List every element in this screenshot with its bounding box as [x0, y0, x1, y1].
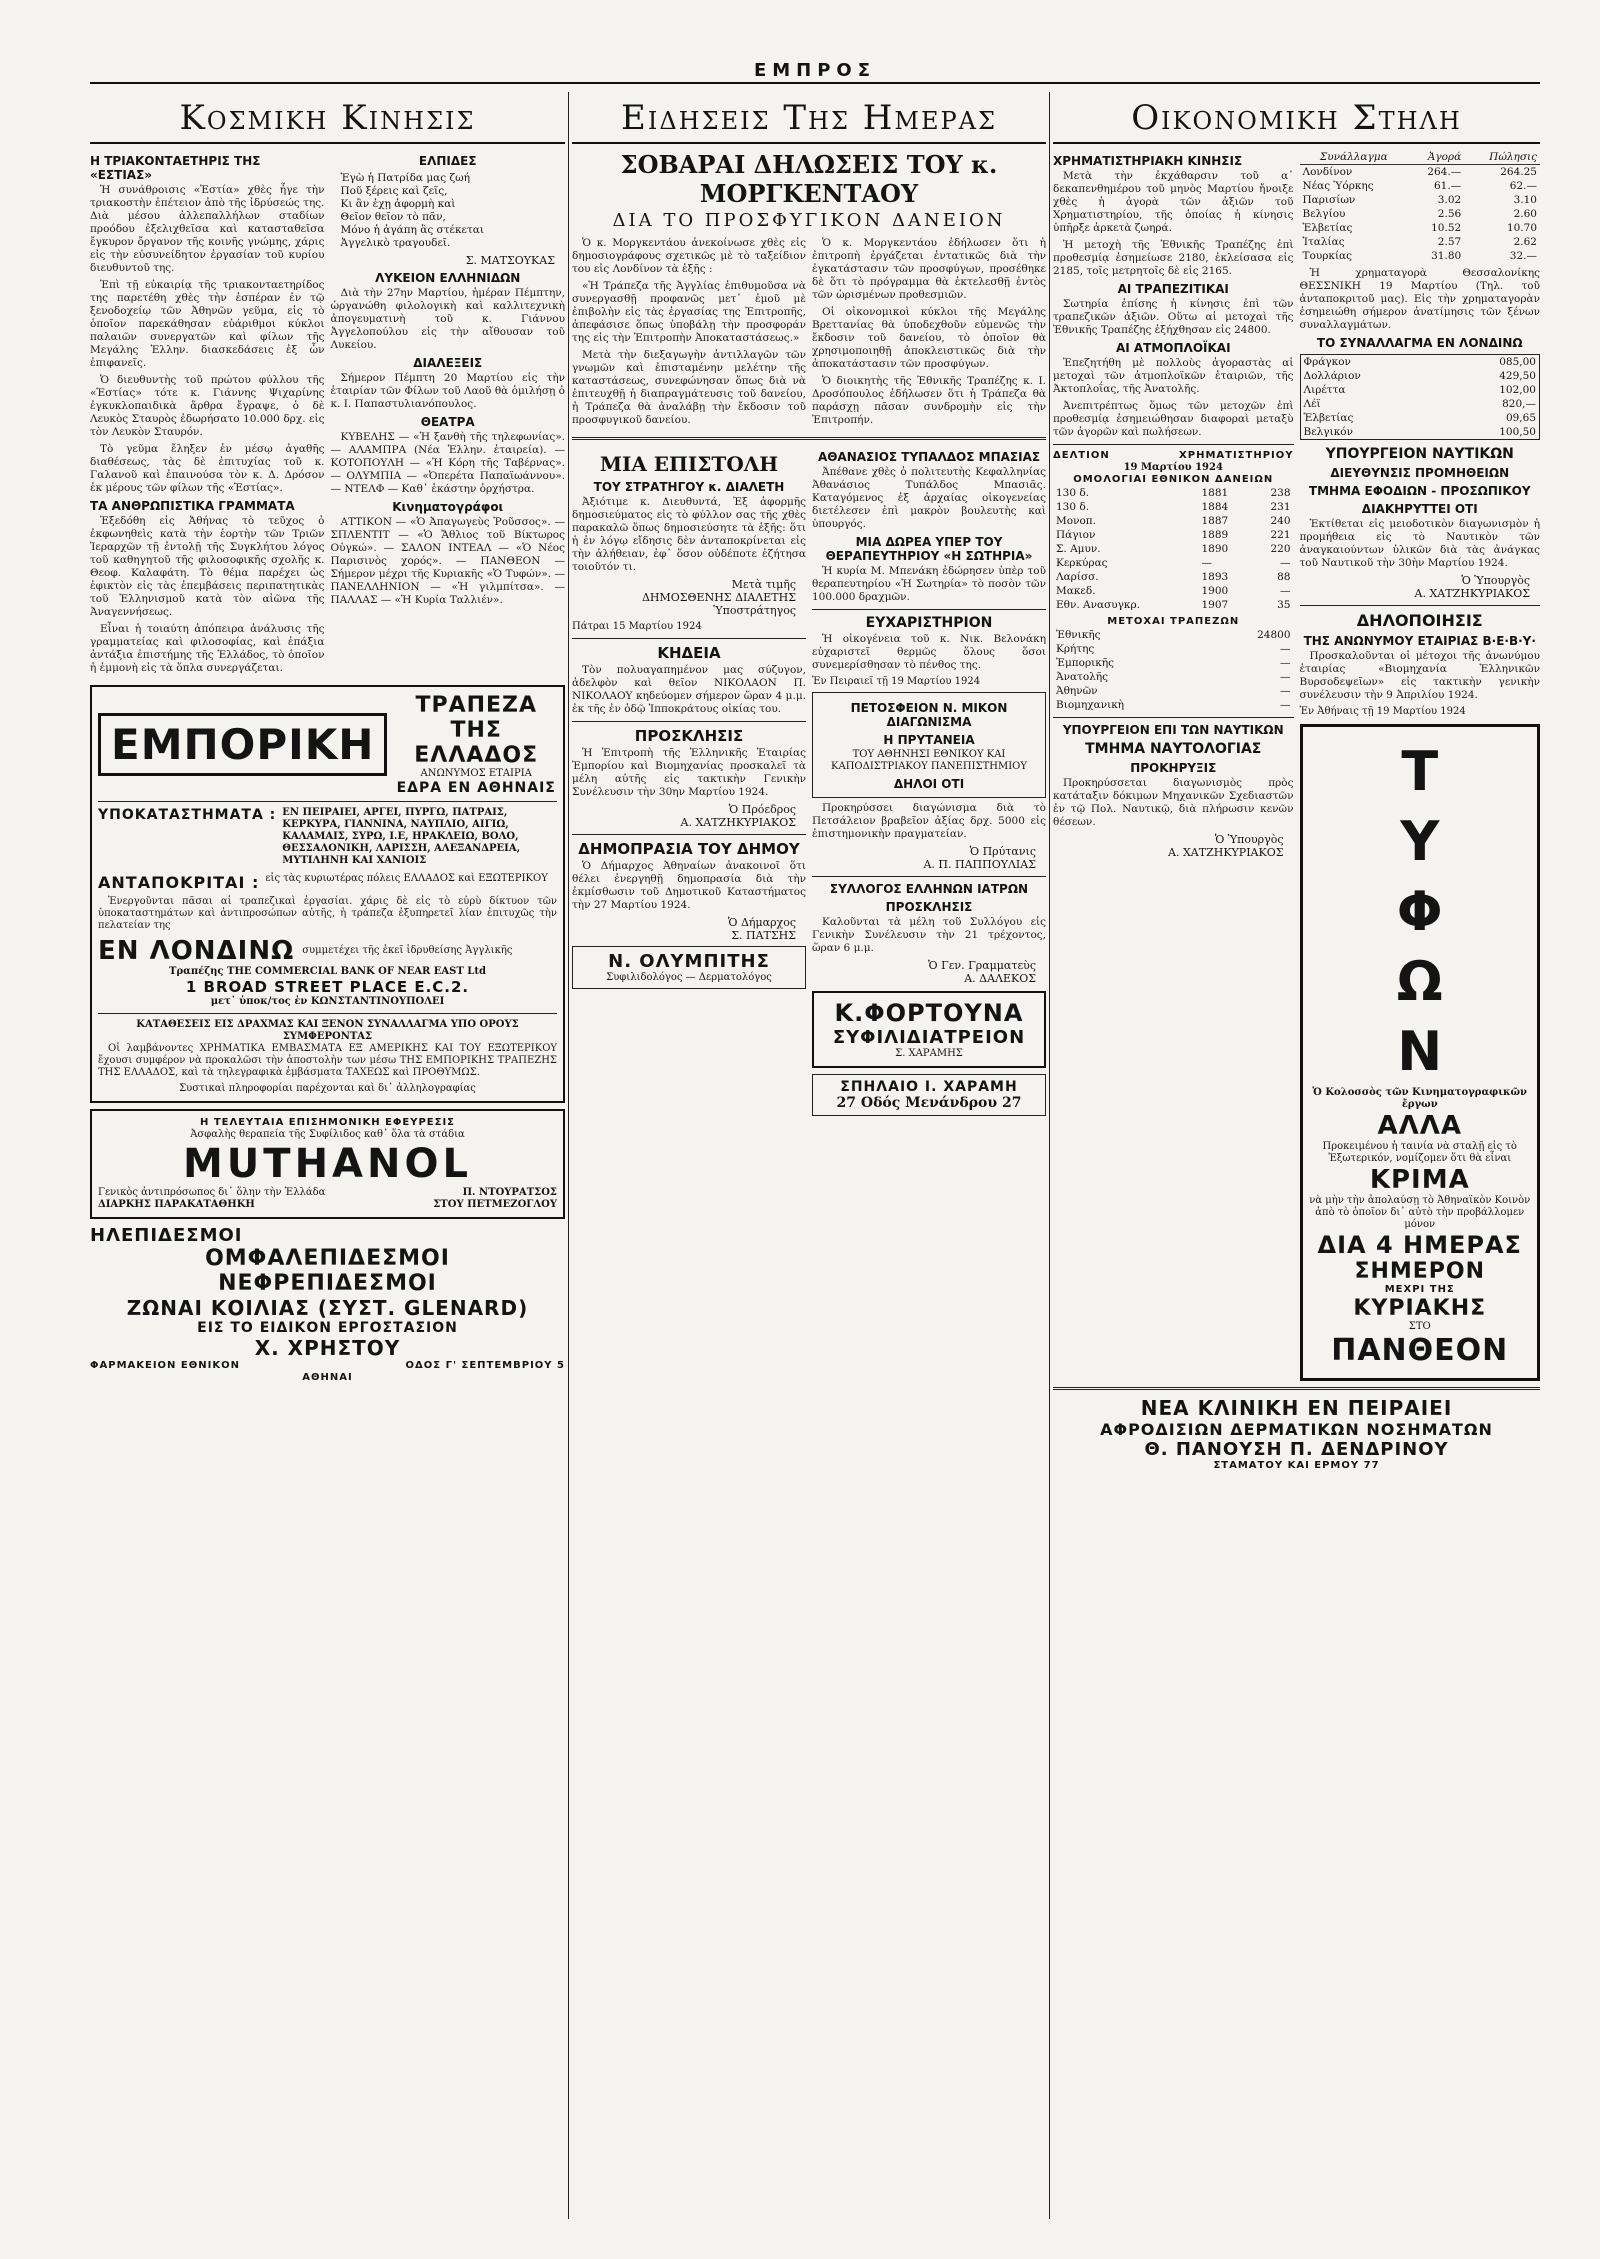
table-row	[1300, 397, 1540, 411]
table-row	[1053, 556, 1294, 570]
ad-line: Σ. ΧΑΡΑΜΗΣ	[895, 1048, 963, 1059]
ad-line: ΚΡΙΜΑ	[1369, 1165, 1470, 1195]
bandage-advertisement	[90, 1225, 565, 1384]
article-paragraph: Ἡ συνάθροισις «Ἑστία» χθὲς ἦγε τὴν τριακοστὴν ἐπέτειον ἀπὸ τῆς ἱδρύσεώς της. Διὰ μέσου ἀλλεπαλλήλων σταδίων προόδου ἐξελιχθεῖσα καὶ κατασταθεῖσα ἔγκυρον ὄργανον τῆς κοινῆς γνώμης, χάρις εἰς τὴν εὐσυνείδητον ἐργασίαν τοῦ κυρίου διευθυντοῦ της.	[90, 184, 325, 274]
table-row	[1300, 235, 1541, 249]
cinema-listing: ΑΤΤΙΚΟΝ — «Ὁ Ἀπαγωγεὺς Ῥοῦσσος». — ΣΠΛΕΝΤΙΤ — «Ὁ Ἄθλιος τοῦ Βίκτωρος Οὑγκώ». — ΣΑΛΟΝ ΙΝΤΕΑΛ — «Ὁ Νέος Παρισινὸς χορός». — ΠΑΝΘΕΟΝ — Σήμερον μέχρι τῆς Κυριακῆς «Ὁ Τυφών». — ΠΑΝΕΛΛΗΝΙΟΝ — «Ἡ γιλμπίτσα». — ΠΑΛΛΑΣ — «Ἡ Κυρία Ταλλιέν».	[330, 516, 565, 606]
ad-line: Χ. ΧΡΗΣΤΟΥ	[254, 1336, 401, 1360]
typhon-film-advertisement	[1300, 724, 1541, 1381]
article-paragraph: Ἡ μετοχὴ τῆς Ἐθνικῆς Τραπέζης ἐπὶ προθεσμίᾳ ἐσημείωσε 2180, ἐκλείσασα εἰς 2185, τοῖς μετρητοῖς δὲ εἰς 2165.	[1053, 239, 1294, 277]
table-cell: 2.62	[1513, 236, 1537, 248]
section-title: Ειδησεις Της Ημερας	[572, 92, 1046, 144]
representative-label: Γενικὸς ἀντιπρόσωπος δι᾽ ὅλην τὴν Ἑλλάδα	[98, 1187, 326, 1198]
ad-line: ΖΩΝΑΙ ΚΟΙΛΙΑΣ (ΣΥΣΤ. GLENARD)	[126, 1296, 529, 1320]
table-row	[1300, 249, 1541, 263]
table-row	[1300, 355, 1540, 370]
bank-seat: ΕΔΡΑ ΕΝ ΑΘΗΝΑΙΣ	[396, 780, 556, 796]
ad-line: ΑΦΡΟΔΙΣΙΩΝ ΔΕΡΜΑΤΙΚΩΝ ΝΟΣΗΜΑΤΩΝ	[1100, 1420, 1493, 1439]
column-economic	[1053, 92, 1540, 2219]
ad-line: ΚΥΡΙΑΚΗΣ	[1353, 1296, 1487, 1321]
ad-line: ΔΙΑ 4 ΗΜΕΡΑΣ	[1317, 1231, 1522, 1259]
obituary-text: Ἀπέθανε χθὲς ὁ πολιτευτὴς Κεφαλληνίας Ἀθανάσιος Τυπάλδος Μπασιᾶς. Καταγόμενος ἐξ ἀρχαίας οἰκογενείας διετέλεσεν ἐπὶ μακρὸν βουλευτὴς καὶ ὑπουργός.	[812, 466, 1046, 530]
table-cell: Ἀνατολῆς	[1056, 671, 1109, 683]
table-cell: 130 δ.	[1056, 487, 1090, 499]
bank-logo: ΕΜΠΟΡΙΚΗ	[98, 713, 387, 776]
ad-line: Κ.ΦΟΡΤΟΥΝΑ	[834, 999, 1024, 1027]
table-cell: —	[1280, 699, 1291, 711]
table-cell: Μακεδ.	[1056, 585, 1096, 597]
table-row	[1053, 528, 1294, 542]
bonds-table	[1053, 486, 1294, 612]
table-cell: Λονδίνον	[1302, 166, 1353, 178]
donation-text: Ἡ κυρία Μ. Μπενάκη ἐδώρησεν ὑπὲρ τοῦ θεραπευτηρίου «Ἡ Σωτηρία» τὸ ποσὸν τῶν 100.000 δραχμῶν.	[812, 565, 1046, 603]
article-heading: ΑΙ ΑΤΜΟΠΛΟΪΚΑΙ	[1115, 341, 1231, 355]
table-cell: Λιρέττα	[1303, 384, 1346, 396]
theatre-listing: ΚΥΒΕΛΗΣ — «Ἡ ξανθὴ τῆς τηλεφωνίας». — ΑΛΑΜΠΡΑ (Νέα Ἑλλην. ἑταιρεία). — ΚΟΤΟΠΟΥΛΗ — «Ἡ Κόρη τῆς Ταβέρνας». — ΟΛΥΜΠΙΑ — «Ὀπερέτα Παπαϊωάννου». — ΝΤΕΛΦ — Καθ᾽ ἑκάστην ὀρχήστρα.	[330, 431, 565, 495]
article-heading: ΤΑ ΑΝΘΡΩΠΙΣΤΙΚΑ ΓΡΑΜΜΑΤΑ	[90, 499, 295, 513]
table-cell: Δολλάριον	[1303, 370, 1361, 382]
article-paragraph: Σήμερον Πέμπτη 20 Μαρτίου εἰς τὴν ἑταιρίαν τῶν Φίλων τοῦ Λαοῦ θὰ ὁμιλήσῃ ὁ κ. Ι. Παπαστυλιανόπουλος.	[330, 372, 565, 410]
table-cell: 240	[1270, 515, 1291, 527]
article-heading: Η ΤΡΙΑΚΟΝΤΑΕΤΗΡΙΣ ΤΗΣ «ΕΣΤΙΑΣ»	[90, 154, 261, 182]
ad-line: ΠΑΝΘΕΟΝ	[1331, 1333, 1509, 1368]
london-address: 1 BROAD STREET PLACE E.C.2.	[185, 978, 470, 996]
section-title: Οικονομικη Στηλη	[1053, 92, 1540, 144]
article-paragraph: Μετὰ τὴν ἐκχάθαρσιν τοῦ α᾽ δεκαπενθημέρου τοῦ μηνὸς Μαρτίου ἤνοιξε χθὲς ἡ ἀγορὰ τῶν ἀξιῶν τοῦ Χρηματιστηρίου, τῆς ὁποίας ἡ κίνησις ὑπῆρξε ἀρκετὰ ζωηρά.	[1053, 170, 1294, 234]
article-heading: ΑΙ ΤΡΑΠΕΖΙΤΙΚΑΙ	[1117, 282, 1229, 296]
table-cell: —	[1280, 657, 1291, 669]
table-row	[1053, 570, 1294, 584]
letter-title: ΜΙΑ ΕΠΙΣΤΟΛΗ	[599, 452, 779, 476]
auction-signature: Ὁ Δήμαρχος Σ. ΠΑΤΣΗΣ	[728, 916, 796, 942]
company-notice-subtitle: ΤΗΣ ΑΝΩΝΥΜΟΥ ΕΤΑΙΡΙΑΣ Β·Ε·Β·Υ·	[1303, 634, 1536, 648]
letter-body: Ἀξιότιμε κ. Διευθυντά, Ἐξ ἀφορμῆς δημοσιεύματος εἰς τὸ φύλλον σας τῆς χθὲς παρακαλῶ ὅπως δημοσιεύσητε τὰ ἑξῆς: ὅτι ἡ ἐν λόγῳ εἴδησις δὲν ἀνταποκρίνεται εἰς τὴν ἀλήθειαν, ἐφ᾽ ὅσον οὐδέποτε ἐζήτησα τοιοῦτόν τι.	[572, 496, 806, 573]
ad-topline: Η ΤΕΛΕΥΤΑΙΑ ΕΠΙΣΗΜΟΝΙΚΗ ΕΦΕΥΡΕΣΙΣ	[199, 1117, 456, 1128]
banks-table	[1053, 628, 1294, 712]
table-cell: 1887	[1201, 515, 1229, 527]
bonds-heading: ΟΜΟΛΟΓΙΑΙ ΕΘΝΙΚΟΝ ΔΑΝΕΙΩΝ	[1073, 474, 1274, 485]
ministry-text: Ἐκτίθεται εἰς μειοδοτικὸν διαγωνισμὸν ἡ προμήθεια εἰς τὸ Ναυτικὸν τῶν ἀναγκαιούντων ὑλικῶν διὰ τὰς ἀνάγκας τοῦ Ναυτικοῦ τὴν 30ὴν Μαρτίου 1924.	[1299, 518, 1540, 569]
ad-line: ΟΔΟΣ Γ' ΣΕΠΤΕΜΒΡΙΟΥ 5	[405, 1360, 565, 1371]
ad-line: ΗΛΕΠΙΔΕΣΜΟΙ	[90, 1225, 243, 1246]
table-cell: 1900	[1201, 585, 1229, 597]
article-heading: ΛΥΚΕΙΟΝ ΕΛΛΗΝΙΔΩΝ	[375, 271, 521, 285]
invitation-signature: Ὁ Πρόεδρος Α. ΧΑΤΖΗΚΥΡΙΑΚΟΣ	[680, 803, 796, 829]
ministry-subtitle: ΔΙΕΥΘΥΝΣΙΣ ΠΡΟΜΗΘΕΙΩΝ	[1330, 466, 1510, 480]
stock-label: ΔΙΑΡΚΗΣ ΠΑΡΑΚΑΤΑΘΗΚΗ	[98, 1199, 255, 1210]
table-cell: 130 δ.	[1056, 501, 1090, 513]
info-note: Συστικαὶ πληροφορίαι παρέχονται καὶ δι᾽ ἀλληλογραφίας	[179, 1083, 476, 1094]
ministry-signature: Ὁ Ὑπουργὸς Α. ΧΑΤΖΗΚΥΡΙΑΚΟΣ	[1414, 574, 1530, 600]
article-paragraph: Εἶναι ἡ τοιαύτη ἀπόπειρα ἀνάλυσις τῆς γραμματείας καὶ φιλοσοφίας, καὶ ἐπάξια ἀντάξια ἐπιστήμης τῆς Ἑλλάδος, τὸ ὁποῖον ἡ ἐμμονὴ εἰς τὰ ὅπλα συνεργάζεται.	[90, 623, 325, 674]
company-notice-date: Ἐν Ἀθήναις τῇ 19 Μαρτίου 1924	[1299, 706, 1466, 717]
table-cell: Βιομηχανικὴ	[1056, 699, 1125, 711]
thanks-text: Ἡ οἰκογένεια τοῦ κ. Νικ. Βελονάκη εὐχαριστεῖ θερμῶς ὅλους ὅσοι συνεμερίσθησαν τὸ πένθος της.	[812, 633, 1046, 671]
exchange-table	[1300, 150, 1541, 263]
article-paragraph: Ἐπὶ τῇ εὐκαιρίᾳ τῆς τριακονταετηρίδος της παρετέθη χθὲς τὴν ἑσπέραν ἐν τῷ ξενοδοχείῳ τῶν Ἀθηνῶν γεῦμα, εἰς τὸ ὁποῖον παρεκάθησαν εὐάριθμοι κύκλοι παλαιῶν συνεργατῶν καὶ φίλων τῆς Μεγάλης Ἑλλην. διασκεδάσεις ἐξ ὧν ἐπιφανεῖς.	[90, 279, 325, 369]
table-cell: 3.02	[1437, 194, 1462, 206]
headline: ΣΟΒΑΡΑΙ ΔΗΛΩΣΕΙΣ ΤΟΥ κ. ΜΟΡΓΚΕΝΤΑΟΥ	[620, 150, 998, 208]
table-cell: 1893	[1201, 571, 1229, 583]
section-title: Κοσμικη Κινησις	[90, 92, 565, 144]
table-row	[1053, 500, 1294, 514]
column-social	[90, 92, 565, 2219]
navy-signature: Ὁ Ὑπουργὸς Α. ΧΑΤΖΗΚΥΡΙΑΚΟΣ	[1168, 833, 1284, 859]
fortuna-advertisement	[812, 991, 1046, 1068]
table-cell: Παρισίων	[1302, 194, 1356, 206]
table-cell: —	[1280, 585, 1291, 597]
table-row	[1053, 670, 1294, 684]
ad-line: ΝΕΑ ΚΛΙΝΙΚΗ ΕΝ ΠΕΙΡΑΙΕΙ	[1140, 1396, 1453, 1420]
table-cell: 10.70	[1506, 222, 1537, 234]
table-cell: Κρήτης	[1056, 643, 1095, 655]
stock-location: ΣΤΟΥ ΠΕΤΜΕΖΟΓΛΟΥ	[433, 1199, 557, 1210]
company-notice-text: Προσκαλοῦνται οἱ μέτοχοι τῆς ἀνωνύμου ἑταιρίας «Βιομηχανία Ἑλληνικῶν Βυρσοδεψεῖων» εἰς τακτικὴν γενικὴν συνέλευσιν τὴν 9 Ἀπριλίου 1924.	[1299, 650, 1540, 701]
table-row	[1053, 628, 1294, 642]
thanks-title: ΕΥΧΑΡΙΣΤΗΡΙΟΝ	[865, 615, 993, 631]
thanks-date: Ἐν Πειραιεῖ τῇ 19 Μαρτίου 1924	[812, 676, 981, 687]
table-cell: Ἰταλίας	[1302, 236, 1345, 248]
letter-date: Πάτραι 15 Μαρτίου 1924	[572, 621, 702, 632]
table-row	[1300, 221, 1541, 235]
ad-line: ΣΤΟ	[1408, 1321, 1431, 1332]
article-paragraph: Ἐξεδόθη εἰς Ἀθήνας τὸ τεῦχος ὁ ἐκφωνηθεὶς κατὰ τὴν ἑορτὴν τῶν Τριῶν Ἱεραρχῶν τῇ ἐντολῇ τῆς Συγκλήτου λόγος τοῦ καθηγητοῦ τῆς φιλοσοφικῆς σχολῆς κ. Θεοφ. Καλαφάτη. Τὸ θέμα παρέχει ὡς ἐφικτὸν εἰς τὰς ἐπεμβάσεις περιπατητικὰς τοῦ Ἑλληνισμοῦ κατὰ τὸν αἰῶνα τῆς Ἀναγεννήσεως.	[90, 515, 325, 618]
muthanol-advertisement	[90, 1109, 565, 1219]
ad-line: ΣΥΦΙΛΙΔΙΑΤΡΕΙΟΝ	[832, 1027, 1026, 1048]
table-row	[1053, 642, 1294, 656]
column-news	[572, 92, 1046, 2219]
table-row	[1300, 383, 1540, 397]
ad-line: Ν. ΟΛΥΜΠΙΤΗΣ	[608, 951, 770, 972]
table-cell: 24800	[1257, 629, 1291, 641]
table-cell: 264.25	[1500, 166, 1537, 178]
article-paragraph: Ἡ χρηματαγορὰ Θεσσαλονίκης ΘΕΣΣΝΙΚΗ 19 Μαρτίου (Τηλ. τοῦ ἀνταποκριτοῦ μας). Εἰς τὴν χρηματαγορὰν ἐσημειώθη σήμερον ἀνατίμησις τῶν ξένων συναλλαγμάτων.	[1299, 267, 1540, 331]
table-cell: Λαρίσσ.	[1056, 571, 1099, 583]
article-paragraph: Ὁ κ. Μοργκεντάου ἀνεκοίνωσε χθὲς εἰς δημοσιογράφους σχετικῶς μὲ τὸ ταξείδιον του εἰς Λονδίνον τὰ ἑξῆς :	[572, 237, 806, 275]
table-cell: 220	[1270, 543, 1291, 555]
table-cell: 2.56	[1437, 208, 1462, 220]
ad-line: νὰ μὴν τὴν ἀπολαύσῃ τὸ Ἀθηναϊκὸν Κοινὸν ἀπὸ τὸ ὁποῖον δι᾽ αὐτὸ τὴν προβάλλομεν μόνον	[1309, 1195, 1531, 1230]
ad-line: Συφιλιδολόγος — Δερματολόγος	[606, 972, 772, 983]
poem-author: Σ. ΜΑΤΣΟΥΚΑΣ	[465, 254, 555, 267]
ad-line: 27 Οδός Μενάνδρου 27	[836, 1095, 1022, 1111]
table-cell: 264.—	[1427, 166, 1462, 178]
table-row	[1053, 598, 1294, 612]
article-paragraph: Σωτηρία ἐπίσης ἡ κίνησις ἐπὶ τῶν τραπεζικῶν ἀξιῶν. Οὕτω αἱ μετοχαὶ τῆς Ἐθνικῆς Τραπέζης ἐξήχθησαν εἰς 24800.	[1053, 298, 1294, 336]
table-row	[1300, 369, 1540, 383]
table-cell: Ἑλβετίας	[1303, 412, 1354, 424]
invitation-text: Ἡ Ἐπιτροπὴ τῆς Ἑλληνικῆς Ἐταιρίας Ἐμπορίου καὶ Βιομηχανίας προσκαλεῖ τὰ μέλη αὐτῆς εἰς τακτικὴν Γενικὴν Συνέλευσιν τὴν 30ην Μαρτίου 1924.	[572, 747, 806, 798]
table-header: Ἀγορά	[1408, 150, 1464, 165]
table-cell: 61.—	[1433, 180, 1462, 192]
table-row	[1053, 584, 1294, 598]
table-row	[1053, 542, 1294, 556]
article-heading: ΧΡΗΜΑΤΙΣΤΗΡΙΑΚΗ ΚΙΝΗΣΙΣ	[1053, 154, 1243, 168]
contest-subtitle: Η ΠΡΥΤΑΝΕΙΑ	[883, 733, 975, 747]
ad-line: ΝΕΦΡΕΠΙΔΕΣΜΟΙ	[218, 1271, 437, 1296]
ad-line: ΜΕΧΡΙ ΤΗΣ	[1384, 1284, 1455, 1295]
article-paragraph: Ἀνεπιτρέπτως ὅμως τῶν μετοχῶν ἐπὶ προθεσμίᾳ ἐσημειώθησαν διαφοραὶ μεταξὺ τῶν ἀγορῶν καὶ πωλήσεων.	[1053, 400, 1294, 438]
table-row	[1300, 193, 1541, 207]
table-cell: Τουρκίας	[1302, 250, 1353, 262]
article-paragraph: Οἱ οἰκονομικοὶ κύκλοι τῆς Μεγάλης Βρεττανίας θὰ ὑποδεχθοῦν εὐμενῶς τὴν ἔκδοσιν τοῦ δανείου, τὸ ὁποῖον θὰ χρησιμοποιηθῇ ἀποκλειστικῶς διὰ τὴν ἀποκατάστασιν τῶν προσφύγων.	[812, 306, 1046, 370]
table-cell: Λέϊ	[1303, 398, 1321, 410]
table-cell: 62.—	[1509, 180, 1537, 192]
auction-text: Ὁ Δήμαρχος Ἀθηναίων ἀνακοινοῖ ὅτι θέλει ἐνεργηθῇ δημοπρασία διὰ τὴν ἐκμίσθωσιν τοῦ Δημοτικοῦ Καταστήματος τὴν 27 Μαρτίου 1924.	[572, 860, 806, 911]
ad-line: Ὁ Κολοσσὸς τῶν Κινηματογραφικῶν ἔργων	[1312, 1087, 1527, 1110]
ad-line: ΣΗΜΕΡΟΝ	[1354, 1259, 1486, 1284]
table-cell: 221	[1270, 529, 1291, 541]
table-cell: Ἑλβετίας	[1302, 222, 1353, 234]
contest-subtitle: ΤΟΥ ΑΘΗΝΗΣΙ ΕΘΝΙΚΟΥ ΚΑΙ ΚΑΠΟΔΙΣΤΡΙΑΚΟΥ ΠΑΝΕΠΙΣΤΗΜΙΟΥ	[831, 749, 1027, 772]
table-cell: —	[1280, 685, 1291, 697]
article-paragraph: Ἐπεζητήθη μὲ πολλοὺς ἀγοραστὰς αἱ μετοχαὶ τῶν ἀτμοπλοϊκῶν ἑταιριῶν, τῆς Ἀκτοπλοΐας, τῆς Ἀνατολῆς.	[1053, 357, 1294, 395]
ministry-title: ΥΠΟΥΡΓΕΙΟΝ ΝΑΥΤΙΚΩΝ	[1325, 446, 1514, 462]
contest-label: ΔΗΛΟΙ ΟΤΙ	[893, 777, 965, 791]
table-cell: Εθν. Ανασυγκρ.	[1056, 599, 1140, 611]
ad-line: ΦΑΡΜΑΚΕΙΟΝ ΕΘΝΙΚΟΝ	[90, 1360, 240, 1371]
branches-list: ΕΝ ΠΕΙΡΑΙΕΙ, ΑΡΓΕΙ, ΠΥΡΓΩ, ΠΑΤΡΑΙΣ, ΚΕΡΚΥΡΑ, ΓΙΑΝΝΙΝΑ, ΝΑΥΠΛΙΟ, ΑΙΓΙΩ, ΚΑΛΑΜΑΙΣ, ΣΥΡΩ, Ι.Ε, ΗΡΑΚΛΕΙΩ, ΒΟΛΟ, ΘΕΣΣΑΛΟΝΙΚΗ, ΛΑΡΙΣΣΗ, ΑΛΕΞΑΝΔΡΕΙΑ, ΜΥΤΙΛΗΝΗ ΚΑΙ ΧΑΝΙΟΙΣ	[282, 807, 521, 866]
article-paragraph: Μετὰ τὴν διεξαγωγὴν ἀντιλλαγῶν τῶν γνωμῶν καὶ ἐπισταμένην μελέτην τῆς καταστάσεως, συνεφώνησαν ὅπως διὰ νὰ ἐπιτευχθῇ ἡ διαπραγμάτευσις τοῦ δανείου, ἡ Τράπεζα θὰ ἀναλάβῃ τὴν ἔκδοσιν τοῦ προσφυγικοῦ δανείου.	[572, 349, 806, 426]
ministry-label: ΔΙΑΚΗΡΥΤΤΕΙ ΟΤΙ	[1361, 502, 1478, 516]
product-name: MUTHANOL	[183, 1141, 472, 1187]
table-cell: Βελγικόν	[1303, 426, 1353, 438]
column-divider	[568, 92, 569, 2219]
doctors-text: Καλοῦνται τὰ μέλη τοῦ Συλλόγου εἰς Γενικὴν Συνέλευσιν τὴν 21 τρέχοντος, ὥραν 6 μ.μ.	[812, 916, 1046, 954]
typhon-letter: Ν	[1397, 1020, 1443, 1083]
table-cell: —	[1280, 557, 1291, 569]
article-paragraph: Διὰ τὴν 27ην Μαρτίου, ἡμέραν Πέμπτην, ὠργανώθη φιλολογικὴ καὶ καλλιτεχνικὴ ἀπογευματινὴ τοῦ κ. Γιάννου Ἀγγελοπούλου εἰς τὴν αἴθουσαν τοῦ Λυκείου.	[330, 287, 565, 351]
article-heading: Κινηματογράφοι	[392, 500, 504, 514]
clinic-advertisement	[1053, 1396, 1540, 1472]
table-cell: —	[1280, 643, 1291, 655]
doctors-title: ΣΥΛΛΟΓΟΣ ΕΛΛΗΝΩΝ ΙΑΤΡΩΝ	[829, 882, 1029, 896]
poem: Ἐγὼ ἡ Πατρίδα μας ζωή Ποῦ ξέρεις καὶ ζεῖς, Κι ἂν ἐχῃ ἀφορμὴ καὶ Θεῖον θεῖον τὸ πᾶν, Μόνο ἡ ἀγάπη ἂς στέκεται Ἀγγελικὸ τραγουδεῖ.	[340, 172, 484, 249]
table-cell: 1884	[1201, 501, 1229, 513]
poem-title: ΕΛΠΙΔΕΣ	[418, 154, 477, 168]
ad-line: ΣΤΑΜΑΤΟΥ ΚΑΙ ΕΡΜΟΥ 77	[1213, 1460, 1380, 1471]
subheadline: ΔΙΑ ΤΟ ΠΡΟΣΦΥΓΙΚΟΝ ΔΑΝΕΙΟΝ	[612, 210, 1006, 231]
table-row	[1300, 411, 1540, 425]
table-cell: Μονοπ.	[1056, 515, 1097, 527]
table-cell: 1889	[1201, 529, 1229, 541]
bulletin-date: 19 Μαρτίου 1924	[1123, 462, 1223, 473]
table-row	[1300, 165, 1541, 180]
typhon-letter: Φ	[1396, 880, 1443, 943]
article-paragraph: Τὸ γεῦμα ἔληξεν ἐν μέσῳ ἀγαθῆς διαθέσεως, τὰς δὲ ἐπιτυχίας τοῦ κ. Γαλανοῦ καὶ ἐπαινούσα τὸν κ. Δ. Δρόσον ἐκ μέρους τῶν φίλων τῆς «Ἑστίας».	[90, 443, 325, 494]
table-cell: Σ. Αμυν.	[1056, 543, 1101, 555]
column-divider	[1049, 92, 1050, 2219]
representative-name: Π. ΝΤΟΥΡΑΤΣΟΣ	[462, 1187, 557, 1198]
table-cell: 2.57	[1437, 236, 1462, 248]
table-cell: Κερκύρας	[1056, 557, 1108, 569]
deposits-note: ΚΑΤΑΘΕΣΕΙΣ ΕΙΣ ΔΡΑΧΜΑΣ ΚΑΙ ΞΕΝΟΝ ΣΥΝΑΛΛΑΓΜΑ ΥΠΟ ΟΡΟΥΣ ΣΥΜΦΕΡΟΝΤΑΣ	[136, 1019, 519, 1042]
typhon-letter: Ω	[1396, 950, 1443, 1013]
article-heading: ΘΕΑΤΡΑ	[420, 415, 475, 429]
article-paragraph: Ὁ διοικητὴς τῆς Ἐθνικῆς Τραπέζης κ. Ι. Δροσόπουλος ἐδήλωσεν ὅτι ἡ Τράπεζα θὰ παράσχῃ πᾶσαν συνδρομὴν εἰς τὴν Ἐπιτροπήν.	[812, 375, 1046, 426]
table-cell: 31.80	[1431, 250, 1462, 262]
ministry-subtitle: ΤΜΗΜΑ ΕΦΟΔΙΩΝ - ΠΡΟΣΩΠΙΚΟΥ	[1308, 484, 1531, 498]
table-cell: Ἐμπορικῆς	[1056, 657, 1115, 669]
table-cell: 32.—	[1509, 250, 1537, 262]
article-paragraph: «Ἡ Τράπεζα τῆς Ἀγγλίας ἐπιθυμοῦσα νὰ συνεργασθῇ προφανῶς μετ᾽ ἐμοῦ μὲ ἐπιβολὴν εἰς τὰς ἐργασίας της Ἐπιτροπῆς, ἀπεφάσισε ὅπως ὑποβάλῃ τὴν προσφοράν της εἰς τὴν Ἐπιτροπὴν Ἀποκαταστάσεως.»	[572, 280, 806, 344]
invitation-title: ΠΡΟΣΚΛΗΣΙΣ	[634, 727, 744, 745]
ad-line: ΑΘΗΝΑΙ	[302, 1372, 353, 1383]
constantinople-branch: μετ᾽ ὑποκ/τος ἐν ΚΩΝΣΤΑΝΤΙΝΟΥΠΟΛΕΙ	[210, 996, 445, 1007]
ad-line: ΟΜΦΑΛΕΠΙΔΕΣΜΟΙ	[205, 1246, 450, 1271]
table-cell: Νέας Ὑόρκης	[1302, 180, 1374, 192]
navy-subheading: ΤΜΗΜΑ ΝΑΥΤΟΛΟΓΙΑΣ	[1085, 741, 1262, 757]
navy-proclamation: ΠΡΟΚΗΡΥΞΙΣ	[1130, 761, 1217, 775]
table-header: Πώλησις	[1464, 150, 1540, 165]
ad-line: ΕΙΣ ΤΟ ΕΙΔΙΚΟΝ ΕΡΓΟΣΤΑΣΙΟΝ	[197, 1320, 458, 1336]
london-heading: ΕΝ ΛΟΝΔΙΝΩ	[98, 936, 295, 966]
table-cell: 429,50	[1499, 370, 1536, 382]
company-notice-title: ΔΗΛΟΠΟΙΗΣΙΣ	[1356, 611, 1483, 630]
bank-advertisement	[90, 685, 565, 1103]
table-row	[1300, 425, 1540, 440]
table-cell: 238	[1270, 487, 1291, 499]
table-cell: 231	[1270, 501, 1291, 513]
obituary-title: ΑΘΑΝΑΣΙΟΣ ΤΥΠΑΛΔΟΣ ΜΠΑΣΙΑΣ	[817, 450, 1041, 464]
ad-line: ΣΠΗΛΑΙΟ Ι. ΧΑΡΑΜΗ	[840, 1079, 1018, 1095]
correspondents-text: εἰς τὰς κυριωτέρας πόλεις ΕΛΛΑΔΟΣ καὶ ΕΞΩΤΕΡΙΚΟΥ	[265, 873, 548, 884]
table-cell: 2.60	[1513, 208, 1537, 220]
table-cell: Ἀθηνῶν	[1056, 685, 1098, 697]
typhon-letter: Υ	[1400, 810, 1440, 873]
table-cell: —	[1201, 557, 1212, 569]
table-row	[1300, 179, 1541, 193]
doctors-signature: Ὁ Γεν. Γραμματεὺς Α. ΔΑΛΕΚΟΣ	[928, 959, 1036, 985]
table-cell: —	[1280, 671, 1291, 683]
article-paragraph: Ὁ κ. Μοργκεντάου ἐδήλωσεν ὅτι ἡ ἐπιτροπὴ ἐργάζεται ἐντατικῶς διὰ τὴν ἐγκατάστασιν τῶν προσφύγων, προσέθηκε δὲ ὅτι τὸ πρόγραμμα θὰ ἐκτελεσθῇ ἐντὸς τῶν ὡρισμένων προθεσμιῶν.	[812, 237, 1046, 301]
table-cell: 1881	[1201, 487, 1229, 499]
contest-notice	[812, 692, 1046, 798]
table-row	[1053, 514, 1294, 528]
funeral-title: ΚΗΔΕΙΑ	[657, 644, 721, 662]
table-cell: 09,65	[1505, 412, 1536, 424]
bank-name: ΤΡΑΠΕΖΑ ΤΗΣ ΕΛΛΑΔΟΣ	[414, 693, 539, 768]
article-heading: ΔΙΑΛΕΞΕΙΣ	[413, 356, 483, 370]
table-cell: 88	[1277, 571, 1291, 583]
table-cell: 10.52	[1431, 222, 1462, 234]
navy-text: Προκηρύσσεται διαγωνισμὸς πρὸς κατάταξιν δόκιμων Μηχανικῶν Σχεδιαστῶν ἐν τῷ Πολ. Ναυτικῷ, διὰ πλήρωσιν κενῶν θέσεων.	[1053, 777, 1294, 828]
table-row	[1053, 684, 1294, 698]
london-bank: Τραπέζης THE COMMERCIAL BANK OF NEAR EAST Ltd	[169, 966, 486, 977]
branches-label: ΥΠΟΚΑΤΑΣΤΗΜΑΤΑ :	[98, 807, 277, 823]
typhon-letter: Τ	[1401, 740, 1439, 803]
letter-signature: Μετὰ τιμῆς ΔΗΜΟΣΘΕΝΗΣ ΔΙΑΛΕΤΗΣ Ὑποστράτηγος	[641, 578, 796, 617]
table-cell: Ἐθνικῆς	[1056, 629, 1101, 641]
article-paragraph: Ὁ διευθυντὴς τοῦ πρώτου φύλλου τῆς «Ἑστίας» τότε κ. Γιάννης Ψιχαρίνης ἐγκυκλοπαιδικὰ ἄρθρα ἔγραψε, ὁ δὲ Λευκὸς Σταυρὸς ἐδωρήσατο 10.000 δρχ. εἰς τὸν Λευκὸν Σταυρόν.	[90, 374, 325, 438]
olympitis-advertisement	[572, 946, 806, 989]
auction-title: ΔΗΜΟΠΡΑΣΙΑ ΤΟΥ ΔΗΜΟΥ	[578, 840, 800, 858]
table-cell: 3.10	[1513, 194, 1537, 206]
letter-subtitle: ΤΟΥ ΣΤΡΑΤΗΓΟΥ κ. ΔΙΑΛΕΤΗ	[593, 480, 785, 494]
donation-title: ΜΙΑ ΔΩΡΕΑ ΥΠΕΡ ΤΟΥ ΘΕΡΑΠΕΥΤΗΡΙΟΥ «Η ΣΩΤΗΡΙΑ»	[825, 535, 1033, 563]
table-cell: 35	[1277, 599, 1291, 611]
contest-text: Προκηρύσσει διαγώνισμα διὰ τὸ Πετσάλειον βραβεῖον ἀξίας δρχ. 5000 εἰς ἐπιστημονικὴν πραγματείαν.	[812, 802, 1046, 840]
table-row	[1053, 656, 1294, 670]
table-cell: 820,—	[1502, 398, 1536, 410]
ad-line: ΑΛΛΑ	[1377, 1111, 1462, 1141]
london-note: συμμετέχει τῆς ἐκεῖ ἱδρυθείσης Ἀγγλικῆς	[302, 945, 513, 956]
ad-tagline: Ἀσφαλὴς θεραπεία τῆς Συφίλιδος καθ᾽ ὅλα τὰ στάδια	[190, 1129, 465, 1140]
ad-line: Θ. ΠΑΝΟΥΣΗ Π. ΔΕΝΔΡΙΝΟΥ	[1144, 1439, 1449, 1460]
remittances-text: Οἱ λαμβάνοντες ΧΡΗΜΑΤΙΚΑ ΕΜΒΑΣΜΑΤΑ ΕΞ ΑΜΕΡΙΚΗΣ ΚΑΙ ΤΟΥ ΕΞΩΤΕΡΙΚΟΥ ἔχουσι συμφέρον νὰ προκαλῶσι τὴν ἀποστολὴν των μέσω ΤΗΣ ΕΜΠΟΡΙΚΗΣ ΤΡΑΠΕΖΗΣ ΤΗΣ ΕΛΛΑΔΟΣ, καὶ τὰ τηλεγραφικὰ ἐμβάσματα ΤΑΧΕΩΣ καὶ ΠΡΟΘΥΜΩΣ.	[98, 1043, 557, 1078]
table-row	[1053, 486, 1294, 500]
spilio-advertisement	[812, 1074, 1046, 1116]
table-row	[1053, 698, 1294, 712]
correspondents-label: ΑΝΤΑΠΟΚΡΙΤΑΙ :	[98, 873, 260, 892]
contest-signature: Ὁ Πρύτανις Α. Π. ΠΑΠΠΟΥΛΙΑΣ	[923, 845, 1036, 871]
table-cell: Βελγίου	[1302, 208, 1346, 220]
table-cell: Φράγκον	[1303, 356, 1351, 368]
london-exchange-heading: ΤΟ ΣΥΝΑΛΛΑΓΜΑ ΕΝ ΛΟΝΔΙΝΩ	[1316, 336, 1523, 350]
banks-heading: ΜΕΤΟΧΑΙ ΤΡΑΠΕΖΩΝ	[1107, 616, 1240, 627]
table-cell: 1907	[1201, 599, 1229, 611]
london-exchange-table	[1300, 354, 1541, 440]
table-cell: 102,00	[1499, 384, 1536, 396]
ad-line: Προκειμένου ἡ ταινία νὰ σταλῇ εἰς τὸ Ἐξωτερικόν, νομίζομεν ὅτι θὰ εἶναι	[1322, 1141, 1517, 1164]
doctors-subtitle: ΠΡΟΣΚΛΗΣΙΣ	[885, 900, 973, 914]
bulletin-label: ΔΕΛΤΙΟΝ	[1053, 450, 1110, 461]
bank-type: ΑΝΩΝΥΜΟΣ ΕΤΑΙΡΙΑ	[420, 768, 532, 779]
table-cell: 1890	[1201, 543, 1229, 555]
table-cell: Πάγιον	[1056, 529, 1096, 541]
table-row	[1300, 207, 1541, 221]
table-cell: 100,50	[1499, 426, 1536, 438]
funeral-text: Τὸν πολυαγαπημένον μας σύζυγον, ἀδελφὸν καὶ θεῖον ΝΙΚΟΛΑΟΝ Π. ΝΙΚΟΛΑΟΥ κηδεύομεν σήμερον ὥραν 4 μ.μ. ἐκ τῆς ἐν ὁδῷ Ἱπποκράτους οἰκίας του.	[572, 664, 806, 715]
navy-heading: ΥΠΟΥΡΓΕΙΟΝ ΕΠΙ ΤΩΝ ΝΑΥΤΙΚΩΝ	[1062, 723, 1284, 737]
table-header: Συνάλλαγμα	[1300, 150, 1409, 165]
masthead: ΕΜΠΡΟΣ	[90, 60, 1540, 84]
bulletin-title: ΧΡΗΜΑΤΙΣΤΗΡΙΟΥ	[1179, 450, 1294, 461]
bank-operations: Ἐνεργοῦνται πᾶσαι αἱ τραπεζικαὶ ἐργασίαι. χάρις δὲ εἰς τὸ εὐρὺ δίκτυον τῶν ὑποκαταστημάτων καὶ ἀντιπροσώπων αὐτῆς, ἡ τράπεζα ἐξυπηρετεῖ λίαν ἐπιτυχῶς τὴν πελατείαν της	[98, 896, 557, 931]
table-cell: 085,00	[1499, 356, 1536, 368]
contest-title: ΠΕΤΟΣΦΕΙΟΝ Ν. ΜΙΚΟΝ ΔΙΑΓΩΝΙΣΜΑ	[850, 701, 1008, 729]
